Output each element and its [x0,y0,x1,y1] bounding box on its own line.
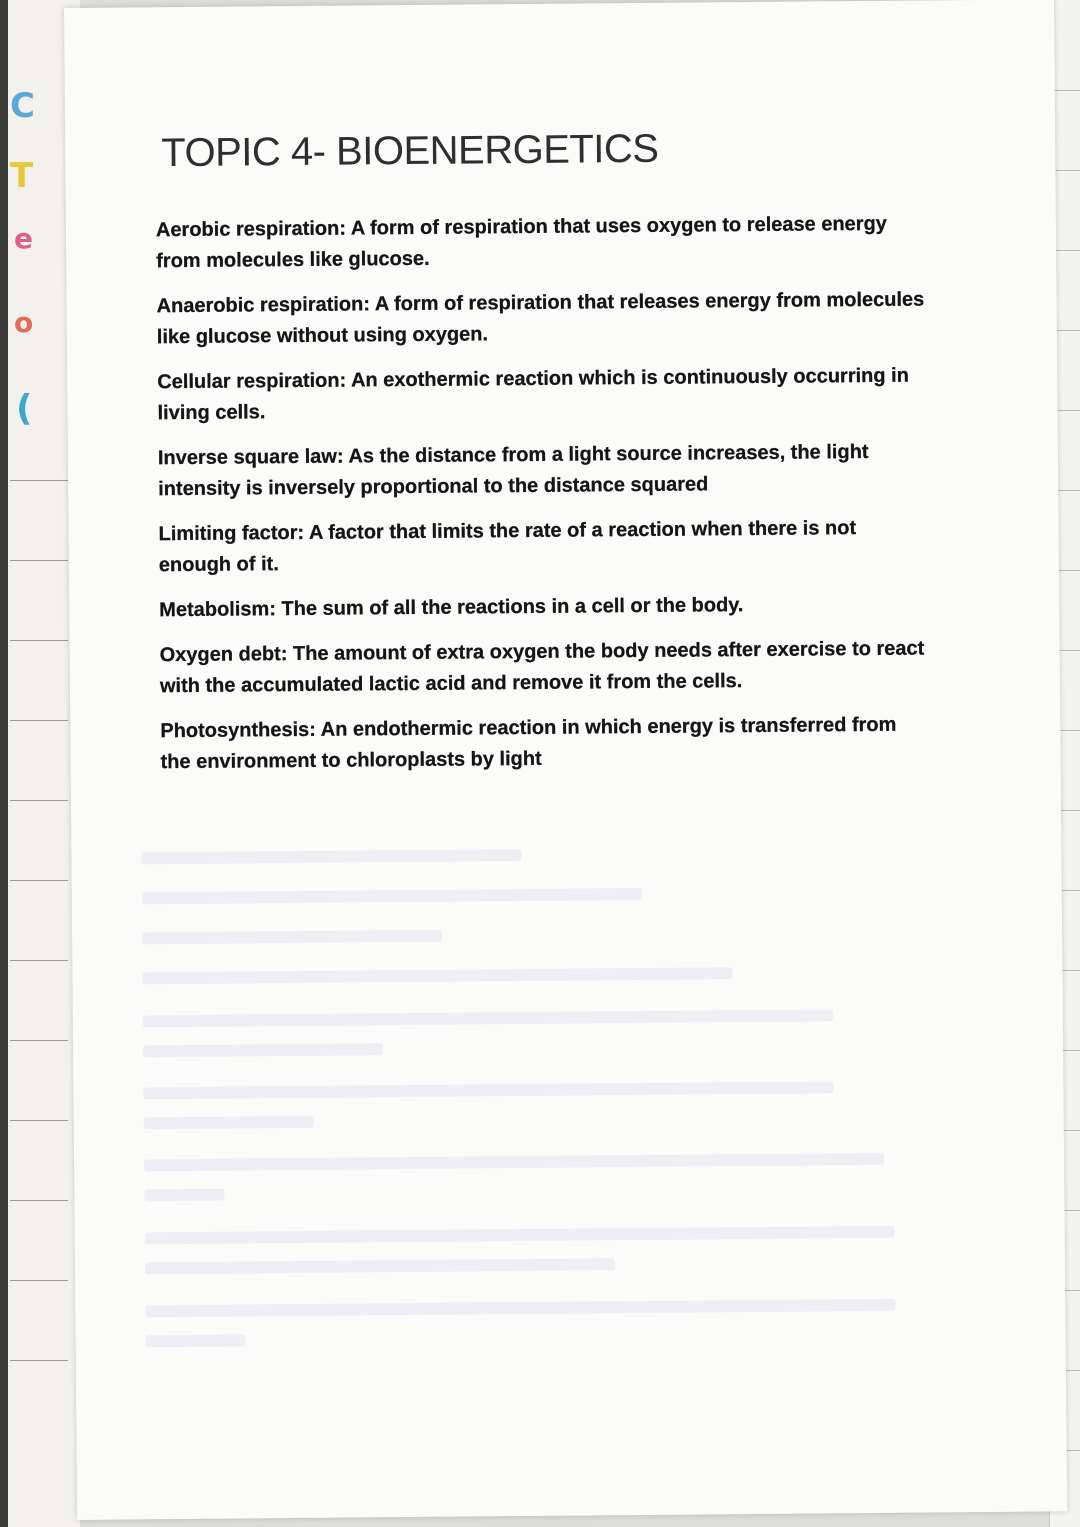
notebook-line [10,880,68,881]
show-through-mark [145,1299,895,1318]
definition-item [157,360,928,429]
definition-text: As the distance from a light source increases, the light intensity is inversely proportional to the distance squared [158,440,869,501]
definition-term: Limiting factor: [158,521,305,546]
show-through-mark [142,930,442,945]
show-through-mark [146,1334,246,1347]
definition-text: A form of respiration that uses oxygen to release energy from molecules like glucose. [156,212,887,273]
definition-term: Aerobic respiration: [155,217,347,242]
definition-item [156,284,927,353]
yellow-tab-mark: T [10,156,34,196]
show-through-mark [142,967,732,984]
notebook-line [10,560,68,561]
show-through-mark [141,849,521,864]
show-through-mark [145,1258,615,1274]
notebook-line [10,480,68,481]
show-through-mark [144,1116,314,1129]
definition-item [160,709,931,778]
red-tab-mark: o [14,306,34,339]
definition-text: The amount of extra oxygen the body needs after exercise to react with the accumulated lactic acid and remove it from the cells. [159,637,925,698]
definition-list [156,208,931,792]
page-title: TOPIC 4- BIOENERGETICS [161,126,659,176]
pink-tab-mark: e [14,222,33,255]
show-through-mark [143,1009,833,1027]
show-through-mark [142,888,642,904]
notebook-line [10,720,68,721]
definition-term: Anaerobic respiration: [156,293,371,318]
paper-sheet [64,0,1067,1520]
show-through-mark [145,1226,895,1245]
notebook-line [10,640,68,641]
notebook-line [10,960,68,961]
definition-text: A form of respiration that releases energy from molecules like glucose without using oxygen. [156,288,925,349]
definition-text: The sum of all the reactions in a cell or the body. [275,594,744,621]
definition-term: Inverse square law: [157,445,344,470]
blue-tab-mark: C [10,86,35,126]
definition-item [156,208,927,277]
cyan-tab-mark: ( [16,388,33,429]
definition-text: A factor that limits the rate of a reaction when there is not enough of it. [158,517,857,577]
definition-item [158,512,929,581]
definition-item [160,633,931,702]
notebook-line [10,1360,68,1361]
definition-term: Photosynthesis: [160,718,316,743]
notebook-line [10,800,68,801]
show-through-mark [143,1081,833,1099]
show-through-mark [144,1153,884,1171]
notebook-line [10,1200,68,1201]
notebook-line [10,1120,68,1121]
definition-item [159,588,929,626]
show-through-mark [143,1043,383,1057]
definition-term: Metabolism: [159,598,277,622]
definition-item [158,436,929,505]
show-through-mark [144,1189,224,1202]
definition-text: An exothermic reaction which is continuously occurring in living cells. [157,364,909,425]
notebook-line [10,1280,68,1281]
definition-term: Oxygen debt: [159,643,288,667]
definition-term: Cellular respiration: [157,369,347,394]
notebook-line [10,1040,68,1041]
definition-text: An endothermic reaction in which energy is transferred from the environment to chloroplasts by light [160,713,897,774]
